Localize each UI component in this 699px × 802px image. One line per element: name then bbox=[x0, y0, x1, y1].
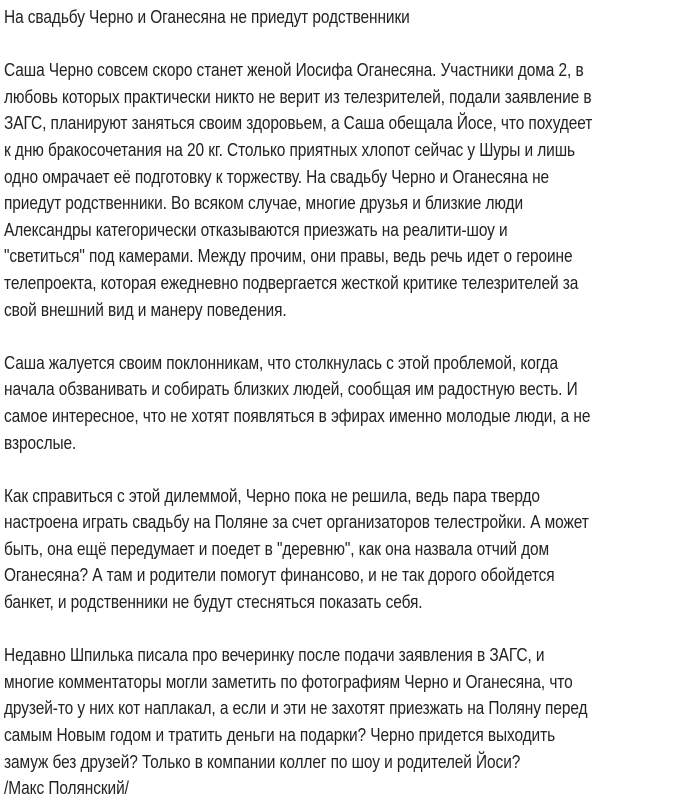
text-line: ЗАГС, планируют заняться своим здоровьем, а Саша обещала Йосе, что похудеет bbox=[4, 112, 593, 134]
article-paragraph-4 bbox=[4, 642, 697, 775]
text-line: Недавно Шпилька писала про вечеринку после подачи заявления в ЗАГС, и bbox=[4, 644, 545, 666]
author-signature: /Макс Полянский/ bbox=[4, 777, 129, 799]
text-line: свой внешний вид и манеру поведения. bbox=[4, 298, 287, 320]
text-line: банкет, и родственники не будут стесняться показать себя. bbox=[4, 591, 423, 613]
text-line: быть, она ещё передумает и поедет в "деревню", как она назвала отчий дом bbox=[4, 537, 550, 559]
text-line: одно омрачает её подготовку к торжеству. На свадьбу Черно и Оганесяна не bbox=[4, 165, 550, 187]
article-paragraph-1 bbox=[4, 57, 697, 323]
text-line: к дню бракосочетания на 20 кг. Столько приятных хлопот сейчас у Шуры и лишь bbox=[4, 138, 575, 160]
article-paragraph-2 bbox=[4, 350, 697, 456]
text-line: замуж без друзей? Только в компании коллег по шоу и родителей Йоси? bbox=[4, 750, 521, 772]
text-line: любовь которых практически никто не верит из телезрителей, подали заявление в bbox=[4, 85, 592, 107]
text-line: Саша жалуется своим поклонникам, что столкнулась с этой проблемой, когда bbox=[4, 351, 559, 373]
article-paragraph-3 bbox=[4, 483, 697, 616]
text-line: Как справиться с этой дилеммой, Черно пока не решила, ведь пара твердо bbox=[4, 484, 540, 506]
text-line: Саша Черно совсем скоро станет женой Иосифа Оганесяна. Участники дома 2, в bbox=[4, 59, 584, 81]
text-line: Александры категорически отказываются приезжать на реалити-шоу и bbox=[4, 218, 508, 240]
text-line: "светиться" под камерами. Между прочим, они правы, ведь речь идет о героине bbox=[4, 245, 573, 267]
text-line: приедут родственники. Во всяком случае, многие друзья и близкие люди bbox=[4, 192, 524, 214]
article-title: На свадьбу Черно и Оганесяна не приедут родственники bbox=[4, 6, 410, 27]
text-line: друзей-то у них кот наплакал, а если и эти не захотят приезжать на Поляну перед bbox=[4, 697, 588, 719]
text-line: самым Новым годом и тратить деньги на подарки? Черно придется выходить bbox=[4, 724, 556, 746]
text-line: взрослые. bbox=[4, 431, 77, 453]
text-line: настроена играть свадьбу на Поляне за счет организаторов телестройки. А может bbox=[4, 511, 589, 533]
text-line: многие комментаторы могли заметить по фотографиям Черно и Оганесяна, что bbox=[4, 670, 573, 692]
text-line: телепроекта, которая ежедневно подвергается жесткой критике телезрителей за bbox=[4, 271, 579, 293]
text-line: Оганесяна? А там и родители помогут финансово, и не так дорого обойдется bbox=[4, 564, 555, 586]
article bbox=[4, 4, 697, 802]
text-line: самое интересное, что не хотят появляться в эфирах именно молодые люди, а не bbox=[4, 404, 591, 426]
text-line: начала обзванивать и собирать близких людей, сообщая им радостную весть. И bbox=[4, 378, 578, 400]
